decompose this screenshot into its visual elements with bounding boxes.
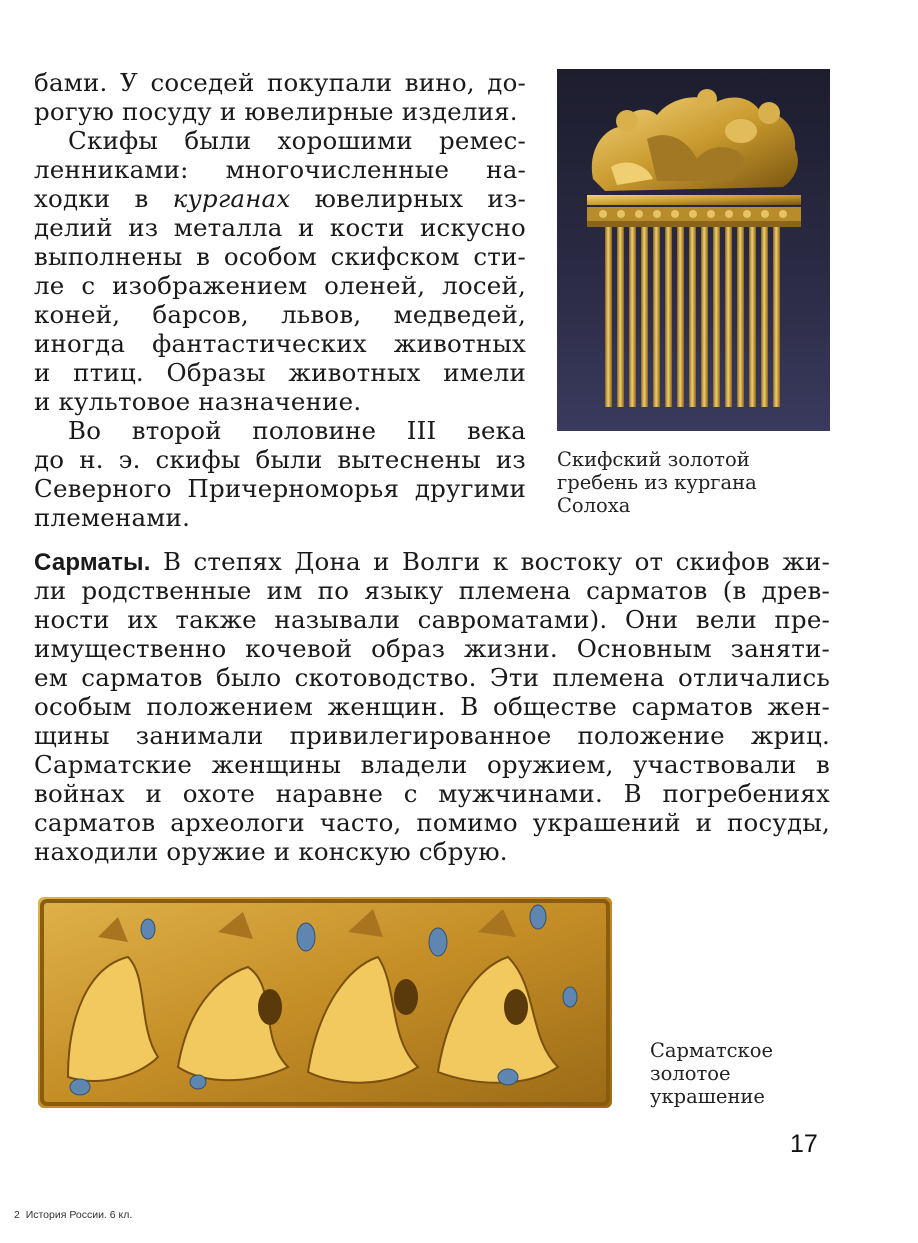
term-kurgan: курганах [172, 184, 291, 213]
caption-line: украшение [650, 1085, 765, 1108]
book-title: История России. 6 кл. [25, 1209, 133, 1221]
sarmatian-plaque-image [38, 897, 612, 1108]
caption-line: золотое [650, 1062, 731, 1085]
page-number: 17 [790, 1130, 818, 1158]
text-line: племенами. [34, 503, 191, 532]
signature-number: 2 [14, 1209, 20, 1221]
text-fragment: ювелирных из- [314, 184, 526, 213]
text-line: Северного Причерноморья другими [34, 474, 526, 503]
text-line: Сарматские женщины владели оружием, участвовали в [34, 750, 830, 779]
text-line: коней, барсов, львов, медведей, [34, 300, 526, 329]
text-fragment: В степях Дона и Волги к востоку от скифов жи- [162, 547, 830, 576]
text-line: сарматов археологи часто, помимо украшений и посуды, [34, 808, 830, 837]
caption-line: Солоха [557, 494, 631, 517]
section-heading: Сарматы. [34, 549, 151, 576]
text-line: ем сарматов было скотоводство. Эти племена отличались [34, 663, 830, 692]
text-line: Во второй половине III века [68, 416, 526, 445]
text-line [34, 547, 830, 576]
text-fragment: ходки в [34, 184, 149, 213]
text-line: и птиц. Образы животных имели [34, 358, 526, 387]
sarmatian-gold-plaque-photo [38, 897, 612, 1108]
text-line: до н. э. скифы были вытеснены из [34, 445, 526, 474]
text-line: ле с изображением оленей, лосей, [34, 271, 526, 300]
text-line: делий из металла и кости искусно [34, 213, 526, 242]
text-line: рогую посуду и ювелирные изделия. [34, 97, 518, 126]
text-line: ли родственные им по языку племена сарматов (в древ- [34, 576, 830, 605]
scythian-gold-comb-photo [557, 69, 830, 431]
text-line: иногда фантастических животных [34, 329, 526, 358]
text-line: находили оружие и конскую сбрую. [34, 837, 508, 866]
text-line [34, 184, 526, 213]
text-line: выполнены в особом скифском сти- [34, 242, 526, 271]
print-signature [14, 1209, 132, 1221]
text-line: ленниками: многочисленные на- [34, 155, 526, 184]
text-line: щины занимали привилегированное положение жриц. [34, 721, 830, 750]
text-line: ности их также называли савроматами). Они вели пре- [34, 605, 830, 634]
scythian-comb-image [557, 69, 830, 431]
text-line: войнах и охоте наравне с мужчинами. В погребениях [34, 779, 830, 808]
caption-line: Скифский золотой [557, 448, 750, 471]
text-line: особым положением женщин. В обществе сарматов жен- [34, 692, 830, 721]
caption-line: Сарматское [650, 1039, 773, 1062]
text-line: Скифы были хорошими ремес- [68, 126, 526, 155]
caption-line: гребень из кургана [557, 471, 757, 494]
text-line: имущественно кочевой образ жизни. Основным заняти- [34, 634, 830, 663]
text-line: бами. У соседей покупали вино, до- [34, 68, 526, 97]
text-line: и культовое назначение. [34, 387, 362, 416]
